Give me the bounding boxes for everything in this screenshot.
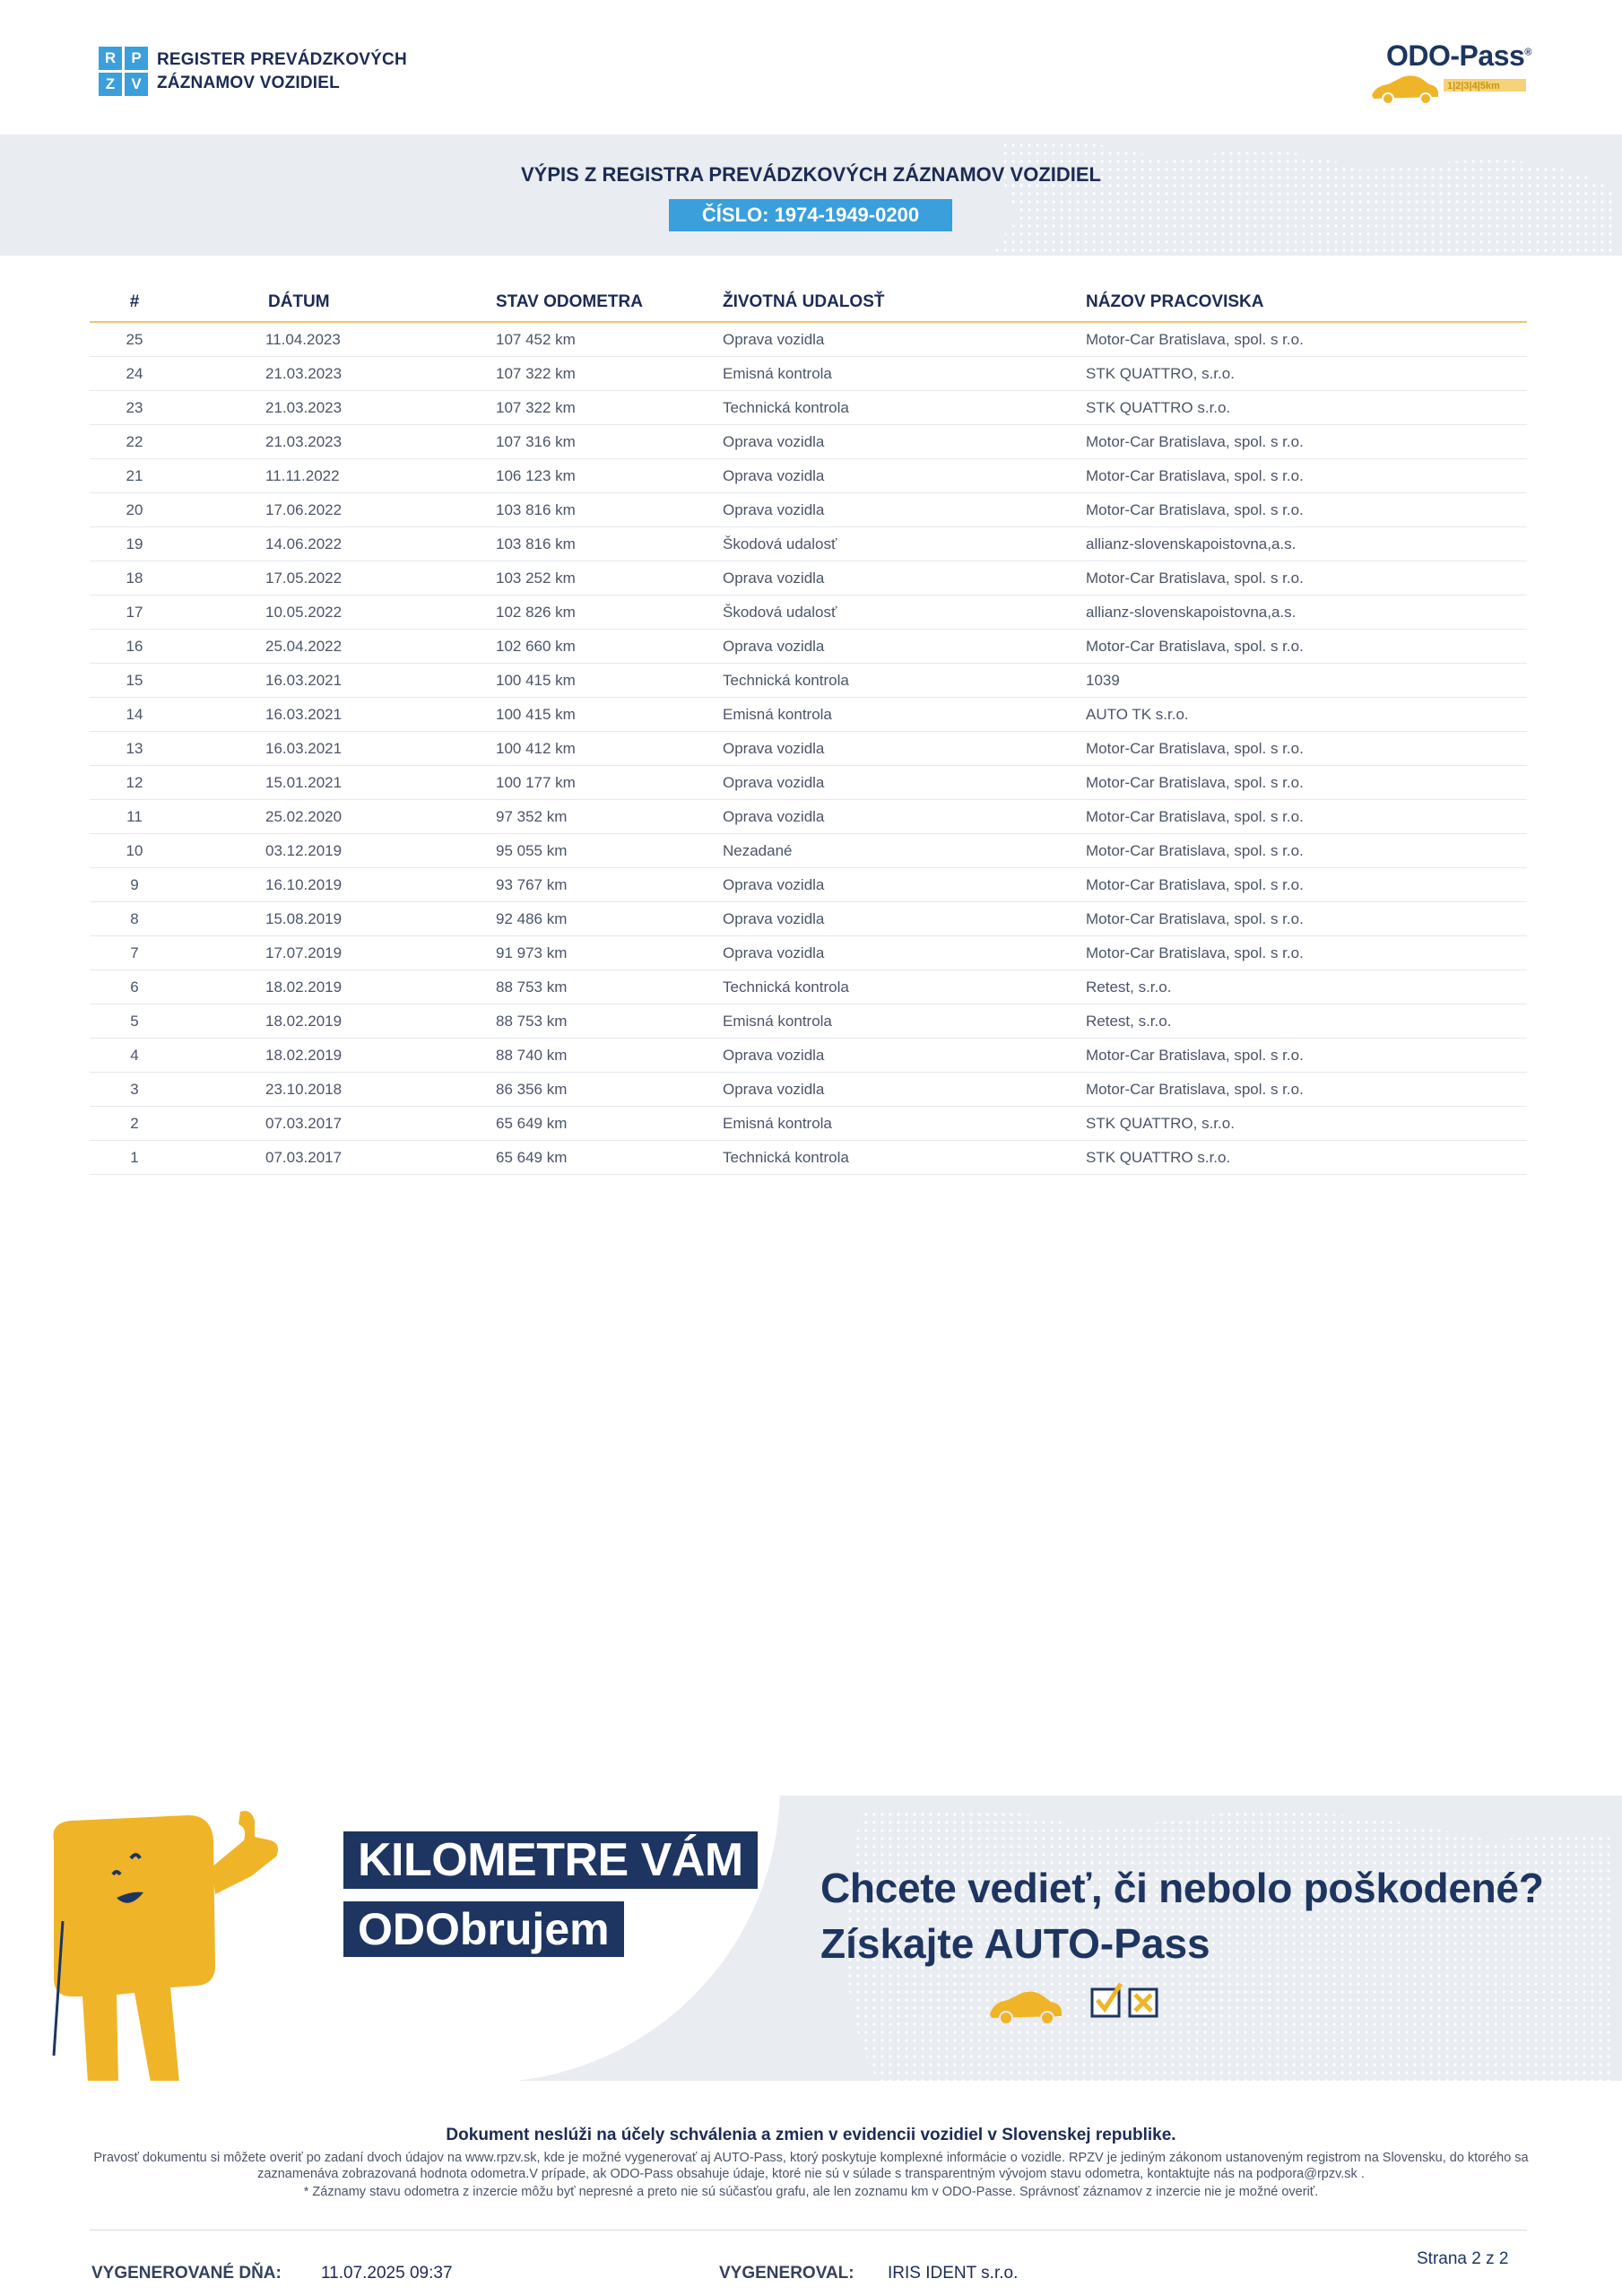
cell-workplace: AUTO TK s.r.o. xyxy=(1086,705,1189,723)
table-row xyxy=(90,970,1527,1004)
cell-workplace: Retest, s.r.o. xyxy=(1086,978,1172,996)
cell-event: Škodová udalosť xyxy=(723,603,837,621)
cell-workplace: STK QUATTRO s.r.o. xyxy=(1086,398,1231,416)
cell-date: 17.06.2022 xyxy=(265,500,343,518)
cell-index: 10 xyxy=(126,841,143,859)
cell-index: 11 xyxy=(126,807,143,825)
table-row xyxy=(90,766,1527,800)
cell-event: Oprava vozidla xyxy=(723,569,825,587)
rpzv-logo-text xyxy=(157,48,407,95)
cell-event: Škodová udalosť xyxy=(723,535,837,552)
table-row xyxy=(90,868,1527,902)
table-row xyxy=(90,732,1527,766)
cell-date: 07.03.2017 xyxy=(265,1148,343,1166)
cell-workplace: Motor-Car Bratislava, spol. s r.o. xyxy=(1086,807,1304,825)
cell-date: 18.02.2019 xyxy=(265,1046,343,1064)
cell-date: 25.04.2022 xyxy=(265,637,343,655)
cell-workplace: Motor-Car Bratislava, spol. s r.o. xyxy=(1086,432,1304,450)
cell-workplace: Motor-Car Bratislava, spol. s r.o. xyxy=(1086,466,1304,484)
cell-odometer: 97 352 km xyxy=(496,807,568,825)
col-header-workplace: NÁZOV PRACOVISKA xyxy=(1086,292,1264,311)
cell-event: Oprava vozidla xyxy=(723,432,825,450)
odo-pass-logo xyxy=(1363,36,1542,108)
cell-event: Oprava vozidla xyxy=(723,773,825,791)
cell-event: Emisná kontrola xyxy=(723,1012,832,1030)
cell-workplace: STK QUATTRO s.r.o. xyxy=(1086,1148,1231,1166)
rpzv-logo xyxy=(99,47,407,96)
table-row xyxy=(90,391,1527,425)
cell-workplace: Motor-Car Bratislava, spol. s r.o. xyxy=(1086,875,1304,893)
cell-index: 2 xyxy=(130,1114,139,1132)
col-header-date: DÁTUM xyxy=(268,292,330,311)
cell-workplace: allianz-slovenskapoistovna,a.s. xyxy=(1086,535,1297,552)
cell-date: 14.06.2022 xyxy=(265,535,343,552)
cell-event: Oprava vozidla xyxy=(723,739,825,757)
cell-workplace: 1039 xyxy=(1086,671,1120,689)
cell-odometer: 88 753 km xyxy=(496,978,568,996)
table-row xyxy=(90,1073,1527,1107)
cell-workplace: Motor-Car Bratislava, spol. s r.o. xyxy=(1086,1080,1304,1098)
generated-by-value: IRIS IDENT s.r.o. xyxy=(888,2264,1019,2283)
odo-car-icon xyxy=(1363,36,1542,108)
cell-index: 7 xyxy=(130,944,139,961)
cell-workplace: Motor-Car Bratislava, spol. s r.o. xyxy=(1086,739,1304,757)
cell-index: 24 xyxy=(126,364,143,382)
cell-event: Oprava vozidla xyxy=(723,807,825,825)
cell-odometer: 88 753 km xyxy=(496,1012,568,1030)
cell-date: 10.05.2022 xyxy=(265,603,343,621)
cell-date: 25.02.2020 xyxy=(265,807,343,825)
cell-odometer: 91 973 km xyxy=(496,944,568,961)
cell-odometer: 86 356 km xyxy=(496,1080,568,1098)
document-number-badge: ČÍSLO: 1974-1949-0200 xyxy=(669,199,952,231)
rpzv-letter: Z xyxy=(99,73,122,96)
generated-on-label: VYGENEROVANÉ DŇA: xyxy=(91,2264,282,2283)
svg-text:1|2|3|4|5km: 1|2|3|4|5km xyxy=(1447,81,1500,91)
promo-question: Chcete vedieť, či nebolo poškodené? xyxy=(820,1865,1544,1911)
cell-index: 23 xyxy=(126,398,143,416)
cell-odometer: 92 486 km xyxy=(496,909,568,927)
cell-odometer: 100 415 km xyxy=(496,705,576,723)
cell-workplace: allianz-slovenskapoistovna,a.s. xyxy=(1086,603,1297,621)
footer-divider xyxy=(90,2230,1527,2231)
records-table xyxy=(90,283,1527,1175)
table-row xyxy=(90,323,1527,357)
cell-event: Technická kontrola xyxy=(723,671,849,689)
cell-date: 07.03.2017 xyxy=(265,1114,343,1132)
cell-event: Oprava vozidla xyxy=(723,875,825,893)
cell-event: Oprava vozidla xyxy=(723,909,825,927)
cell-event: Technická kontrola xyxy=(723,1148,849,1166)
generated-on xyxy=(91,2264,282,2283)
table-row xyxy=(90,800,1527,834)
cell-index: 1 xyxy=(130,1148,139,1166)
cell-index: 17 xyxy=(126,603,143,621)
cell-workplace: STK QUATTRO, s.r.o. xyxy=(1086,364,1235,382)
cell-event: Oprava vozidla xyxy=(723,466,825,484)
cell-event: Oprava vozidla xyxy=(723,637,825,655)
cell-date: 15.08.2019 xyxy=(265,909,343,927)
cell-index: 6 xyxy=(130,978,139,996)
cell-date: 18.02.2019 xyxy=(265,1012,343,1030)
col-header-event: ŽIVOTNÁ UDALOSŤ xyxy=(723,292,885,311)
cell-index: 25 xyxy=(126,330,143,348)
cell-index: 8 xyxy=(130,909,139,927)
rpzv-line1: REGISTER PREVÁDZKOVÝCH xyxy=(157,49,407,69)
cell-workplace: Motor-Car Bratislava, spol. s r.o. xyxy=(1086,1046,1304,1064)
cell-odometer: 100 177 km xyxy=(496,773,576,791)
cell-event: Oprava vozidla xyxy=(723,330,825,348)
cell-odometer: 107 452 km xyxy=(496,330,576,348)
table-row xyxy=(90,561,1527,596)
disclaimer-body: Pravosť dokumentu si môžete overiť po zadaní dvoch údajov na www.rpzv.sk, kde je možné vygenerovať aj AUTO-Pass, ktorý poskytuje komplexné informácie o vozidle. RPZV je jediným zákonom ustanoveným registrom na Slovensku, do ktorého sa zaznamenáva zobrazovaná hodnota odometra.V prípade, ak ODO-Pass obsahuje údaje, ktoré nie sú v súlade s transparentným vývojom stavu odometra, kontaktujte nás na podpora@rpzv.sk . xyxy=(93,2151,1529,2181)
promo-banner xyxy=(0,1796,1622,2081)
cell-workplace: Motor-Car Bratislava, spol. s r.o. xyxy=(1086,500,1304,518)
col-header-odometer: STAV ODOMETRA xyxy=(496,292,643,311)
cell-event: Oprava vozidla xyxy=(723,500,825,518)
table-row xyxy=(90,902,1527,936)
cell-odometer: 107 322 km xyxy=(496,398,576,416)
cell-index: 16 xyxy=(126,637,143,655)
cell-index: 18 xyxy=(126,569,143,587)
table-row xyxy=(90,425,1527,459)
table-row xyxy=(90,1141,1527,1175)
cell-index: 5 xyxy=(130,1012,139,1030)
cell-date: 16.10.2019 xyxy=(265,875,343,893)
cell-event: Oprava vozidla xyxy=(723,1046,825,1064)
table-row xyxy=(90,493,1527,527)
cell-event: Oprava vozidla xyxy=(723,1080,825,1098)
disclaimer-title: Dokument neslúži na účely schválenia a zmien v evidencii vozidiel v Slovenskej republike. xyxy=(446,2126,1176,2144)
cell-date: 21.03.2023 xyxy=(265,364,343,382)
cell-workplace: Retest, s.r.o. xyxy=(1086,1012,1172,1030)
table-row xyxy=(90,357,1527,391)
cell-index: 13 xyxy=(126,739,143,757)
cell-event: Technická kontrola xyxy=(723,978,849,996)
odo-pass-brand: ODO-Pass® xyxy=(1386,39,1531,72)
cell-date: 17.07.2019 xyxy=(265,944,343,961)
cell-event: Technická kontrola xyxy=(723,398,849,416)
title-band xyxy=(0,135,1622,256)
cell-index: 22 xyxy=(126,432,143,450)
promo-headline-2: ODObrujem xyxy=(343,1901,624,1957)
page-header xyxy=(0,0,1622,135)
cell-workplace: Motor-Car Bratislava, spol. s r.o. xyxy=(1086,841,1304,859)
cell-index: 20 xyxy=(126,500,143,518)
cell-event: Oprava vozidla xyxy=(723,944,825,961)
cell-date: 15.01.2021 xyxy=(265,773,343,791)
cell-odometer: 100 415 km xyxy=(496,671,576,689)
table-row xyxy=(90,936,1527,970)
cell-odometer: 88 740 km xyxy=(496,1046,568,1064)
cell-odometer: 95 055 km xyxy=(496,841,568,859)
cell-workplace: STK QUATTRO, s.r.o. xyxy=(1086,1114,1235,1132)
cell-odometer: 103 816 km xyxy=(496,500,576,518)
cell-date: 21.03.2023 xyxy=(265,398,343,416)
table-header xyxy=(90,283,1527,323)
page-number: Strana 2 z 2 xyxy=(1417,2249,1509,2268)
cell-workplace: Motor-Car Bratislava, spol. s r.o. xyxy=(1086,569,1304,587)
promo-checklist-icons xyxy=(986,1975,1175,2029)
promo-cta: Získajte AUTO-Pass xyxy=(820,1920,1210,1967)
cell-index: 21 xyxy=(126,466,143,484)
table-row xyxy=(90,459,1527,493)
cell-odometer: 102 826 km xyxy=(496,603,576,621)
cell-index: 4 xyxy=(130,1046,139,1064)
mascot-icon xyxy=(36,1805,323,2081)
rpzv-letter: R xyxy=(99,47,122,70)
rpzv-logo-grid xyxy=(99,47,148,96)
table-row xyxy=(90,698,1527,732)
generated-by xyxy=(719,2264,854,2283)
table-row xyxy=(90,527,1527,561)
cell-odometer: 107 322 km xyxy=(496,364,576,382)
col-header-index: # xyxy=(129,292,140,311)
cell-event: Nezadané xyxy=(723,841,793,859)
cell-odometer: 93 767 km xyxy=(496,875,568,893)
cell-index: 9 xyxy=(130,875,139,893)
cell-index: 3 xyxy=(130,1080,139,1098)
cell-index: 12 xyxy=(126,773,143,791)
cell-date: 17.05.2022 xyxy=(265,569,343,587)
cell-workplace: Motor-Car Bratislava, spol. s r.o. xyxy=(1086,909,1304,927)
cell-date: 11.11.2022 xyxy=(265,466,340,484)
generated-by-label: VYGENEROVAL: xyxy=(719,2264,854,2283)
cell-odometer: 100 412 km xyxy=(496,739,576,757)
cell-odometer: 65 649 km xyxy=(496,1114,568,1132)
table-row xyxy=(90,596,1527,630)
cell-date: 16.03.2021 xyxy=(265,739,343,757)
cell-index: 14 xyxy=(126,705,143,723)
cell-event: Emisná kontrola xyxy=(723,1114,832,1132)
table-row xyxy=(90,630,1527,664)
table-row xyxy=(90,664,1527,698)
cell-odometer: 102 660 km xyxy=(496,637,576,655)
cell-odometer: 103 816 km xyxy=(496,535,576,552)
table-row xyxy=(90,1107,1527,1141)
disclaimer-note: * Záznamy stavu odometra z inzercie môžu byť nepresné a preto nie sú súčasťou grafu, ale len zoznamu km v ODO-Passe. Správnosť záznamov z inzercie nie je možné overiť. xyxy=(303,2185,1319,2199)
cell-event: Emisná kontrola xyxy=(723,364,832,382)
cell-odometer: 103 252 km xyxy=(496,569,576,587)
cell-workplace: Motor-Car Bratislava, spol. s r.o. xyxy=(1086,773,1304,791)
cell-date: 11.04.2023 xyxy=(265,330,341,348)
cell-event: Emisná kontrola xyxy=(723,705,832,723)
rpzv-letter: P xyxy=(125,47,148,70)
cell-date: 16.03.2021 xyxy=(265,705,343,723)
generated-on-value: 11.07.2025 09:37 xyxy=(321,2264,453,2283)
cell-date: 03.12.2019 xyxy=(265,841,343,859)
promo-headline-1: KILOMETRE VÁM xyxy=(343,1831,758,1889)
cell-odometer: 107 316 km xyxy=(496,432,576,450)
cell-workplace: Motor-Car Bratislava, spol. s r.o. xyxy=(1086,944,1304,961)
table-row xyxy=(90,834,1527,868)
cell-date: 23.10.2018 xyxy=(265,1080,343,1098)
world-map-pattern xyxy=(986,135,1622,256)
cell-workplace: Motor-Car Bratislava, spol. s r.o. xyxy=(1086,637,1304,655)
document-title: VÝPIS Z REGISTRA PREVÁDZKOVÝCH ZÁZNAMOV VOZIDIEL xyxy=(520,163,1101,186)
cell-workplace: Motor-Car Bratislava, spol. s r.o. xyxy=(1086,330,1304,348)
cell-odometer: 65 649 km xyxy=(496,1148,568,1166)
cell-date: 21.03.2023 xyxy=(265,432,343,450)
cell-index: 19 xyxy=(126,535,143,552)
rpzv-letter: V xyxy=(125,73,148,96)
cell-date: 16.03.2021 xyxy=(265,671,343,689)
cell-date: 18.02.2019 xyxy=(265,978,343,996)
table-row xyxy=(90,1039,1527,1073)
rpzv-line2: ZÁZNAMOV VOZIDIEL xyxy=(157,73,340,92)
cell-odometer: 106 123 km xyxy=(496,466,576,484)
cell-index: 15 xyxy=(126,671,143,689)
table-row xyxy=(90,1004,1527,1039)
